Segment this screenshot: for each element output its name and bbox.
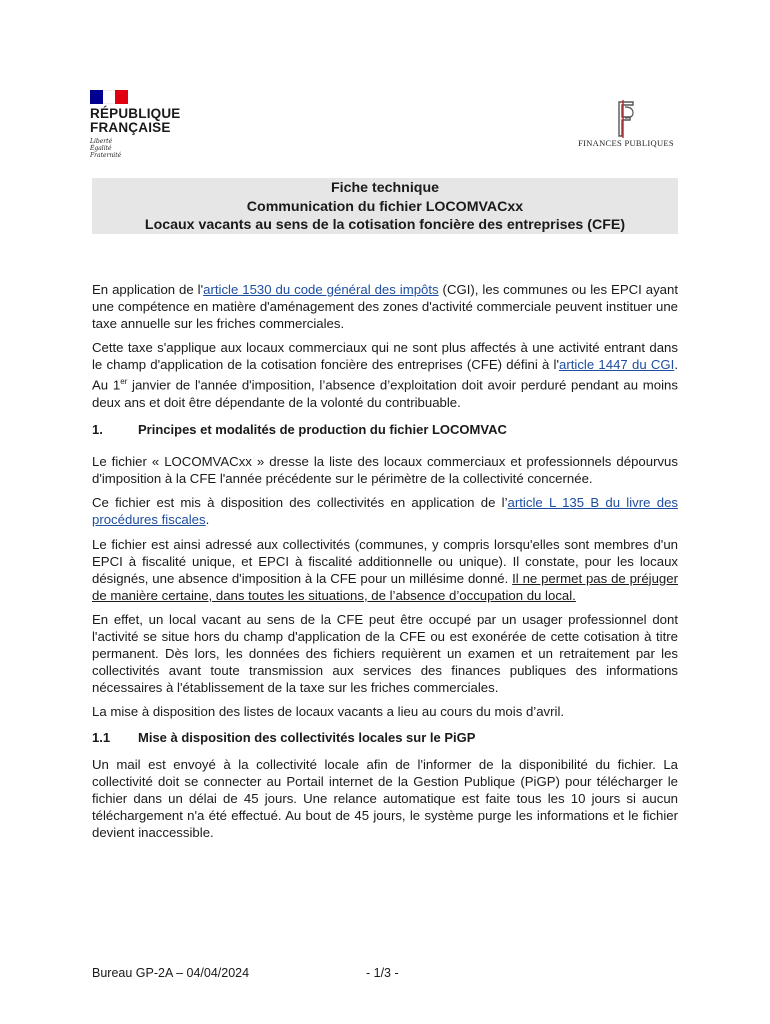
text: Cette taxe s'applique aux locaux commerciaux qui ne sont plus affectés à une activité entrant dans le champ d'application de la cotisation foncière des entreprises (CFE) défini à l' [92,340,678,373]
footer-bureau-date: Bureau GP-2A – 04/04/2024 [92,966,250,980]
paragraph-1 [92,281,678,332]
section-1-1-heading [92,729,678,746]
paragraph-5 [92,536,678,604]
paragraph-6: En effet, un local vacant au sens de la CFE peut être occupé par un usager professionnel dont l'activité se situe hors du champ d'application de la CFE ou est exonérée de cette cotisation à titre permanent. Dès lors, les données des fichiers requièrent un examen et un retraitement par les collectivités avant toute transmission aux services des finances publiques des informations nécessaires à l'établissement de la taxe sur les friches commerciales. [92,611,678,696]
paragraph-2 [92,339,678,411]
paragraph-3: Le fichier « LOCOMVACxx » dresse la liste des locaux commerciaux et professionnels dépourvus d'imposition à la CFE l'année précédente sur le périmètre de la collectivité concernée. [92,454,678,487]
french-flag-icon [90,90,128,104]
paragraph-8: Un mail est envoyé à la collectivité locale afin de l'informer de la disponibilité du fichier. La collectivité doit se connecter au Portail internet de la Gestion Publique (PiGP) pour télécharger le fichier dans un délai de 45 jours. Une relance automatique est faite tous les 10 jours si aucun téléchargement n'a été effectué. Au bout de 45 jours, le système purge les informations et le fichier devient inaccessible. [92,756,678,840]
text: . [205,512,210,528]
motto-liberte: Liberté [90,138,113,145]
republique-francaise-logo [90,90,190,159]
motto-egalite: Égalité [90,145,112,152]
rf-line2: FRANÇAISE [90,120,171,135]
rf-title [90,107,190,135]
link-article-1447[interactable]: article 1447 du CGI [559,357,675,373]
text: Le fichier est ainsi adressé aux collectivités (communes, y compris lorsqu'elles sont membres d'un EPCI à fiscalité unique, et EPCI à fiscalité additionnelle ou unique). Il constate, pour les locaux désignés, une absence d'imposition à la CFE pour un millésime donné. [92,536,678,586]
text: (CGI), les communes ou les EPCI ayant une compétence en matière d'aménagement des zones d'activité commerciale peuvent instituer une taxe annuelle sur les friches commerciales. [92,282,678,332]
paragraph-4 [92,494,678,528]
underlined-text: Il ne permet pas de préjuger de manière certaine, dans toutes les situations, de l’absence d’occupation du local. [92,570,678,603]
section-number: 1.1 [92,730,111,746]
finances-publiques-logo [576,98,676,148]
superscript: er [120,377,128,387]
title-line3: Locaux vacants au sens de la cotisation foncière des entreprises (CFE) [144,217,626,233]
section-1-heading [92,421,678,438]
title-line2: Communication du fichier LOCOMVACxx [246,198,524,215]
document-body [92,281,678,841]
section-title: Mise à disposition des collectivités locales sur le PiGP [138,730,476,746]
link-article-l135b[interactable]: article L 135 B du livre des procédures fiscales [92,495,678,528]
page-number: - 1/3 - [366,966,399,980]
title-line1: Fiche technique [331,180,439,196]
text: En application de l' [92,282,204,297]
paragraph-7: La mise à disposition des listes de locaux vacants a lieu au cours du mois d’avril. [92,704,565,720]
finances-publiques-label: FINANCES PUBLIQUES [578,138,674,148]
finances-publiques-icon [611,98,641,140]
rf-motto [90,138,190,159]
text: Ce fichier est mis à disposition des collectivités en application de l’ [92,495,508,511]
rf-line1: RÉPUBLIQUE [90,106,181,121]
section-title: Principes et modalités de production du fichier LOCOMVAC [138,422,507,438]
text: janvier de l'année d'imposition, l’absence d’exploitation doit avoir perduré pendant au moins deux ans et doit être dépendante de la volonté du contribuable. [92,377,678,410]
section-number: 1. [92,422,103,438]
motto-fraternite: Fraternité [90,152,122,159]
text: . Au 1 [92,357,678,393]
link-article-1530[interactable]: article 1530 du code général des impôts [203,282,439,297]
document-title-box [92,178,678,234]
